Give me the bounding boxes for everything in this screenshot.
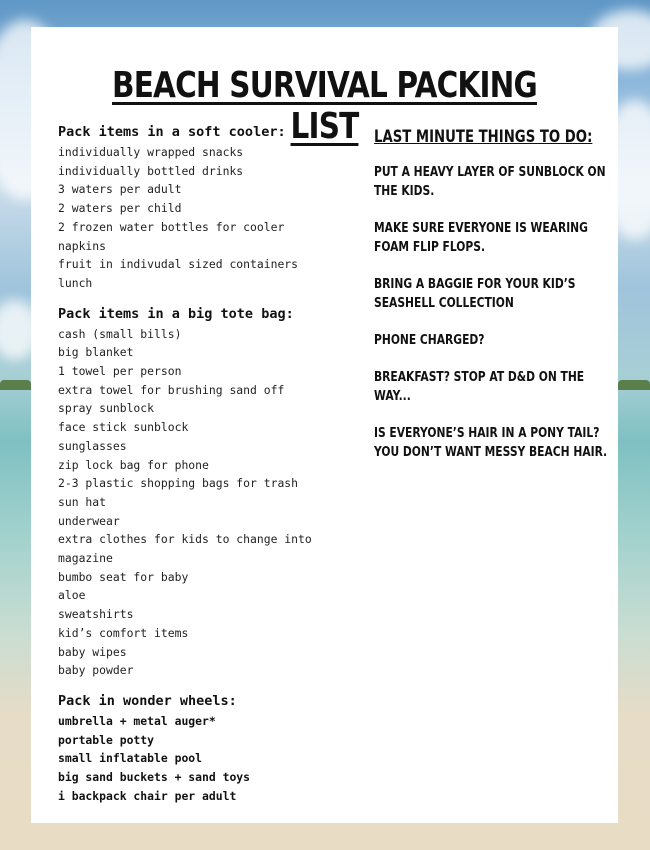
list-item: extra towel for brushing sand off xyxy=(58,382,285,397)
todo-item: PUT A HEAVY LAYER OF SUNBLOCK ON THE KIDS. xyxy=(374,165,606,199)
list-item: kid’s comfort items xyxy=(58,625,189,640)
wheels-heading: Pack in wonder wheels: xyxy=(58,692,237,709)
list-item: 2 frozen water bottles for cooler xyxy=(58,219,285,234)
list-item: 2 waters per child xyxy=(58,201,182,216)
tote-section xyxy=(58,305,358,680)
list-item: spray sunblock xyxy=(58,401,155,416)
list-item: baby wipes xyxy=(58,644,127,659)
list-item: sun hat xyxy=(58,494,107,509)
island xyxy=(618,380,650,390)
island xyxy=(0,380,31,390)
cooler-section xyxy=(58,123,358,293)
list-item: underwear xyxy=(58,513,120,528)
list-item: baby powder xyxy=(58,663,134,678)
cooler-items xyxy=(58,143,358,293)
tote-items xyxy=(58,325,358,680)
list-item: extra clothes for kids to change into xyxy=(58,532,312,547)
todo-item: BRING A BAGGIE FOR YOUR KID’S SEASHELL COLLECTION xyxy=(374,277,576,311)
list-item: zip lock bag for phone xyxy=(58,457,209,472)
todo-item: BREAKFAST? STOP AT D&D ON THE WAY... xyxy=(374,370,585,404)
list-item: 2-3 plastic shopping bags for trash xyxy=(58,476,299,491)
todo-items xyxy=(374,163,609,462)
list-item: individually bottled drinks xyxy=(58,163,244,178)
list-item: 1 towel per person xyxy=(58,364,182,379)
list-item: big sand buckets + sand toys xyxy=(58,770,251,785)
list-item: bumbo seat for baby xyxy=(58,569,189,584)
list-item: individually wrapped snacks xyxy=(58,145,244,159)
todo-item: MAKE SURE EVERYONE IS WEARING FOAM FLIP FLOPS. xyxy=(374,221,588,255)
todo-item: PHONE CHARGED? xyxy=(374,333,485,348)
list-item: sweatshirts xyxy=(58,607,134,622)
list-item: portable potty xyxy=(58,732,155,747)
list-item: face stick sunblock xyxy=(58,420,189,435)
todo-item: IS EVERYONE’S HAIR IN A PONY TAIL? YOU DON’T WANT MESSY BEACH HAIR. xyxy=(374,426,608,460)
page-title: BEACH SURVIVAL PACKING LIST xyxy=(112,65,537,147)
list-item: i backpack chair per adult xyxy=(58,788,237,803)
list-item: magazine xyxy=(58,551,113,566)
list-item: napkins xyxy=(58,238,107,253)
list-item: umbrella + metal auger* xyxy=(58,713,216,728)
list-item: lunch xyxy=(58,275,93,290)
left-column xyxy=(58,123,358,806)
tote-heading: Pack items in a big tote bag: xyxy=(58,305,294,322)
list-item: small inflatable pool xyxy=(58,751,203,766)
list-item: 3 waters per adult xyxy=(58,182,182,197)
todo-heading: LAST MINUTE THINGS TO DO: xyxy=(374,127,593,147)
list-item: fruit in indivudal sized containers xyxy=(58,257,299,272)
wheels-section xyxy=(58,692,358,806)
cooler-heading: Pack items in a soft cooler: xyxy=(58,124,286,140)
list-item: aloe xyxy=(58,588,86,603)
list-item: cash (small bills) xyxy=(58,326,182,341)
packing-list-sheet xyxy=(31,27,618,823)
wheels-items xyxy=(58,712,358,806)
list-item: sunglasses xyxy=(58,438,127,453)
right-column xyxy=(374,127,609,480)
list-item: big blanket xyxy=(58,345,134,360)
